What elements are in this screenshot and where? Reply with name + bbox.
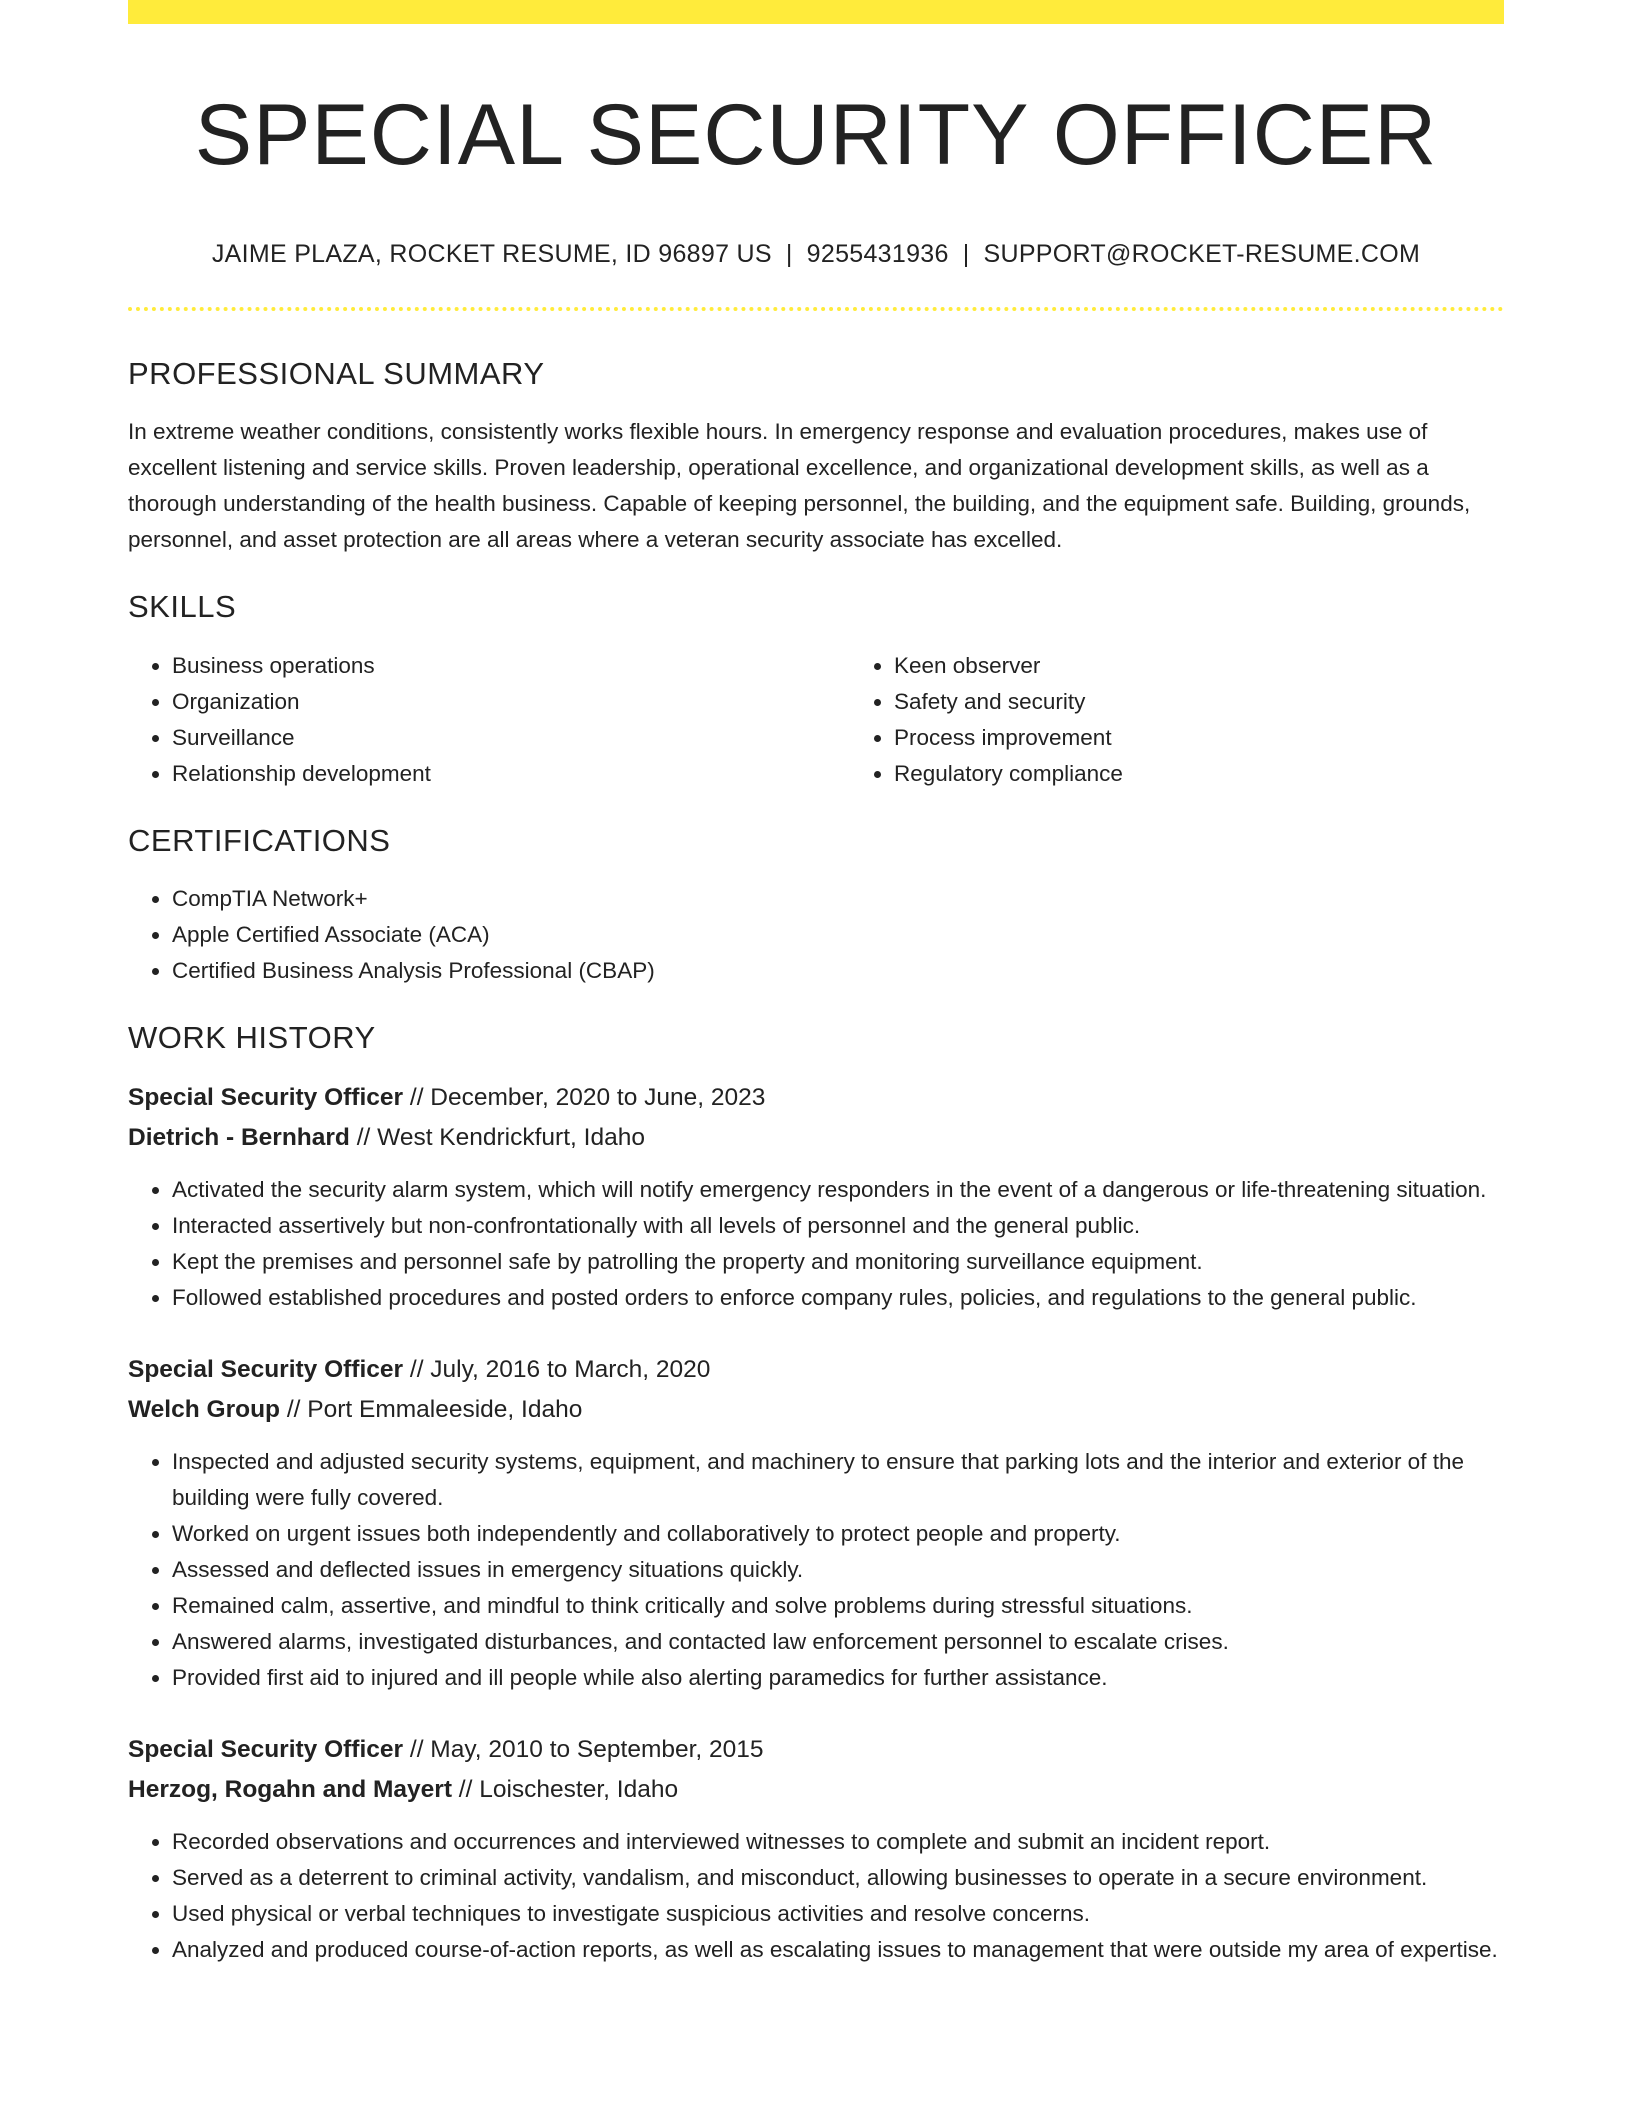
skill-item: • Regulatory compliance <box>894 756 1572 792</box>
resume-page <box>128 0 1504 1968</box>
job-duties-list <box>128 1172 1504 1316</box>
job-title-line <box>128 1350 1504 1390</box>
job-dates: // December, 2020 to June, 2023 <box>403 1083 766 1111</box>
job-duties-list <box>128 1824 1504 1968</box>
job-company: Herzog, Rogahn and Mayert <box>128 1775 452 1803</box>
skills-grid <box>128 648 1504 792</box>
job-entry <box>128 1730 1504 1968</box>
skill-item: • Surveillance <box>172 720 850 756</box>
summary-text: In extreme weather conditions, consistently works flexible hours. In emergency response and evaluation procedures, makes use of excellent listening and service skills. Proven leadership, operational excellence, and organizational development skills, as well as a thorough understanding of the health business. Capable of keeping personnel, the building, and the equipment safe. Building, grounds, personnel, and asset protection are all areas where a veteran security associate has excelled. <box>128 419 1471 553</box>
job-dates: // July, 2016 to March, 2020 <box>403 1355 711 1383</box>
job-dates: // May, 2010 to September, 2015 <box>403 1735 764 1763</box>
professional-summary-section <box>128 355 1504 558</box>
top-accent-bar <box>128 0 1504 24</box>
skill-item: • Business operations <box>172 648 850 684</box>
section-heading: PROFESSIONAL SUMMARY <box>128 356 545 392</box>
job-duty: • Inspected and adjusted security systems, equipment, and machinery to ensure that parking lots and the interior and exterior of the building were fully covered. <box>172 1444 1504 1516</box>
certification-item: • CompTIA Network+ <box>172 881 1504 917</box>
skill-item: • Safety and security <box>894 684 1572 720</box>
job-location: // West Kendrickfurt, Idaho <box>349 1123 645 1151</box>
job-title-line <box>128 1078 1504 1118</box>
job-duties-list <box>128 1444 1504 1696</box>
job-title: Special Security Officer <box>128 1083 404 1111</box>
contact-separator: | <box>785 240 793 269</box>
job-duty: • Kept the premises and personnel safe by patrolling the property and monitoring surveillance equipment. <box>172 1244 1504 1280</box>
skills-section <box>128 588 1504 791</box>
job-location: // Port Emmaleeside, Idaho <box>280 1395 583 1423</box>
job-duty: • Followed established procedures and posted orders to enforce company rules, policies, and regulations to the general public. <box>172 1280 1504 1316</box>
job-duty: • Remained calm, assertive, and mindful to think critically and solve problems during stressful situations. <box>172 1588 1504 1624</box>
job-duty: • Used physical or verbal techniques to investigate suspicious activities and resolve concerns. <box>172 1896 1504 1932</box>
contact-separator: | <box>962 240 970 269</box>
certification-item: • Apple Certified Associate (ACA) <box>172 917 1504 953</box>
resume-title: SPECIAL SECURITY OFFICER <box>194 87 1438 183</box>
certifications-section <box>128 822 1504 989</box>
skill-item: • Keen observer <box>894 648 1572 684</box>
job-company-line <box>128 1770 1504 1810</box>
skills-list-left <box>128 648 850 792</box>
job-duty: • Recorded observations and occurrences and interviewed witnesses to complete and submit an incident report. <box>172 1824 1504 1860</box>
skills-list-right <box>850 648 1572 792</box>
job-company-line <box>128 1118 1504 1158</box>
job-company: Dietrich - Bernhard <box>128 1123 350 1151</box>
job-entry <box>128 1350 1504 1696</box>
job-title-line <box>128 1730 1504 1770</box>
work-history-section <box>128 1019 1504 1968</box>
job-duty: • Worked on urgent issues both independently and collaboratively to protect people and property. <box>172 1516 1504 1552</box>
job-duty: • Answered alarms, investigated disturbances, and contacted law enforcement personnel to escalate crises. <box>172 1624 1504 1660</box>
section-heading: WORK HISTORY <box>128 1019 376 1055</box>
job-duty: • Activated the security alarm system, which will notify emergency responders in the event of a dangerous or life-threatening situation. <box>172 1172 1504 1208</box>
job-company: Welch Group <box>128 1395 281 1423</box>
contact-line <box>128 239 1504 269</box>
job-company-line <box>128 1390 1504 1430</box>
certification-item: • Certified Business Analysis Professional (CBAP) <box>172 953 1504 989</box>
skill-item: • Relationship development <box>172 756 850 792</box>
skill-item: • Organization <box>172 684 850 720</box>
job-duty: • Interacted assertively but non-confrontationally with all levels of personnel and the general public. <box>172 1208 1504 1244</box>
job-duty: • Analyzed and produced course-of-action reports, as well as escalating issues to management that were outside my area of expertise. <box>172 1932 1504 1968</box>
contact-address: JAIME PLAZA, ROCKET RESUME, ID 96897 US <box>211 240 772 269</box>
section-heading: SKILLS <box>128 589 237 625</box>
job-entry <box>128 1078 1504 1316</box>
section-heading: CERTIFICATIONS <box>128 822 391 858</box>
dotted-divider <box>128 307 1504 311</box>
job-duty: • Served as a deterrent to criminal activity, vandalism, and misconduct, allowing businesses to operate in a secure environment. <box>172 1860 1504 1896</box>
job-title: Special Security Officer <box>128 1735 404 1763</box>
job-duty: • Provided first aid to injured and ill people while also alerting paramedics for further assistance. <box>172 1660 1504 1696</box>
contact-phone: 9255431936 <box>806 240 949 269</box>
job-duty: • Assessed and deflected issues in emergency situations quickly. <box>172 1552 1504 1588</box>
skill-item: • Process improvement <box>894 720 1572 756</box>
certifications-list <box>128 881 1504 989</box>
contact-email: SUPPORT@ROCKET-RESUME.COM <box>983 240 1421 269</box>
job-title: Special Security Officer <box>128 1355 404 1383</box>
job-location: // Loischester, Idaho <box>451 1775 679 1803</box>
